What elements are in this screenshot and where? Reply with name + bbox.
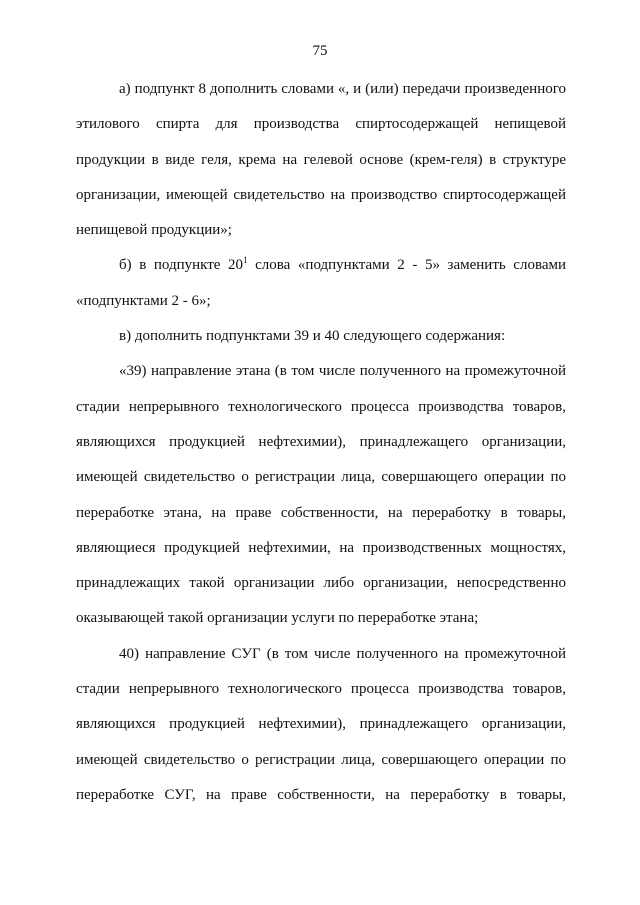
page-number: 75: [312, 43, 328, 59]
paragraph-39: «39) направление этана (в том числе полученного на промежуточной стадии непрерывного технологического процесса производства товаров, являющихся продукцией нефтехимии), принадлежащего организации, имеющей свидетельство о регистрации лица, совершающего операции по переработке этана, на праве собственности, на переработку в товары, являющиеся продукцией нефтехимии, на производственных мощностях, принадлежащих такой организации либо организации, непосредственно оказывающей такой организации услуги по переработке этана;: [76, 363, 566, 627]
paragraph-b-text-start: б) в подпункте 20: [119, 257, 244, 274]
paragraph-a: а) подпункт 8 дополнить словами «, и (или) передачи произведенного этилового спирта для производства спиртосодержащей непищевой продукции в виде геля, крема на гелевой основе (крем-геля) в структуре организации, имеющей свидетельство на производство спиртосодержащей непищевой продукции»;: [76, 81, 566, 239]
document-body: [76, 72, 566, 813]
paragraph-40: 40) направление СУГ (в том числе полученного на промежуточной стадии непрерывного технологического процесса производства товаров, являющихся продукцией нефтехимии), принадлежащего организации, имеющей свидетельство о регистрации лица, совершающего операции по переработке СУГ, на праве собственности, на переработку в товары,: [76, 645, 566, 803]
paragraph-c: в) дополнить подпунктами 39 и 40 следующего содержания:: [119, 328, 506, 345]
paragraph-b-text-end: слова «подпунктами 2 - 5» заменить словами «подпунктами 2 - 6»;: [76, 257, 567, 309]
superscript-index: 1: [243, 255, 248, 266]
paragraph-b: [76, 248, 566, 319]
